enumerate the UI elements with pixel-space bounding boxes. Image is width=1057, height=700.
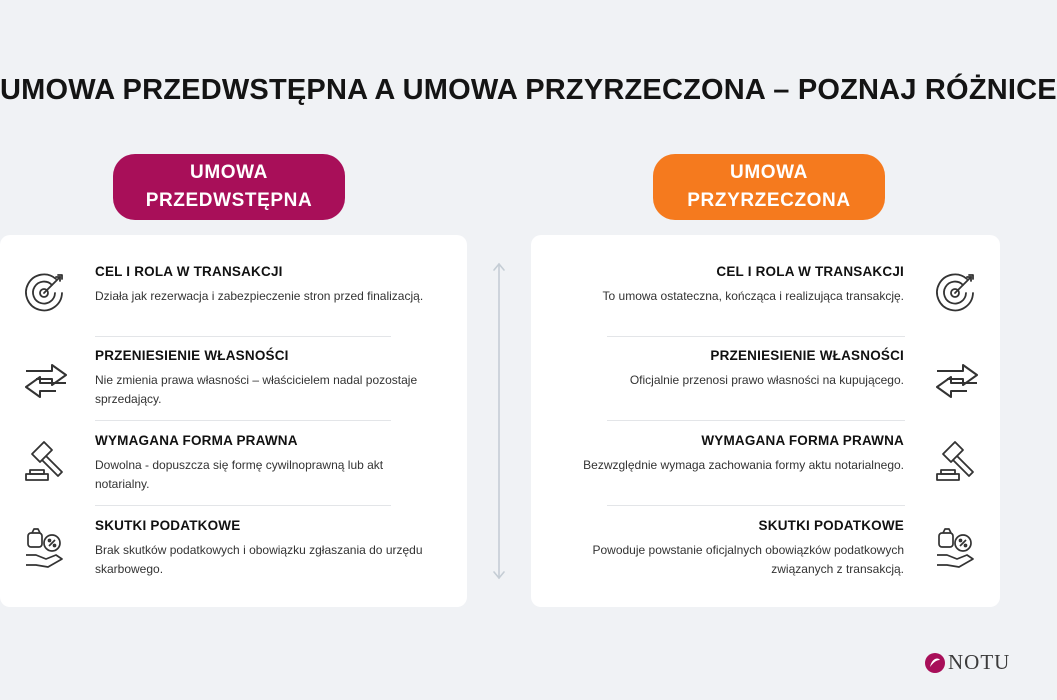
row-text: Oficjalnie przenosi prawo własności na kupującego. xyxy=(629,373,904,387)
divider xyxy=(95,336,391,337)
row-text: Dowolna - dopuszcza się formę cywilnoprawną lub akt notarialny. xyxy=(95,458,384,491)
gavel-icon xyxy=(933,438,981,486)
list-item xyxy=(95,264,425,306)
right-column-label: UMOWA PRZYRZECZONA xyxy=(653,154,885,220)
divider xyxy=(95,505,391,506)
list-item xyxy=(95,433,425,494)
row-heading: SKUTKI PODATKOWE xyxy=(95,518,241,533)
divider xyxy=(607,505,905,506)
right-card xyxy=(531,235,1000,607)
divider xyxy=(607,336,905,337)
gavel-icon xyxy=(22,438,70,486)
tax-hand-icon xyxy=(22,525,70,573)
row-heading: CEL I ROLA W TRANSAKCJI xyxy=(716,264,904,279)
list-item xyxy=(574,433,904,475)
list-item xyxy=(95,518,425,579)
logo-text: NOTU xyxy=(948,650,1011,674)
list-item xyxy=(574,264,904,306)
target-icon xyxy=(22,269,70,317)
row-heading: SKUTKI PODATKOWE xyxy=(758,518,904,533)
row-heading: WYMAGANA FORMA PRAWNA xyxy=(701,433,904,448)
row-heading: PRZENIESIENIE WŁASNOŚCI xyxy=(710,348,904,363)
page-title: UMOWA PRZEDWSTĘPNA A UMOWA PRZYRZECZONA – POZNAJ RÓŻNICE xyxy=(0,74,1057,106)
row-text: Brak skutków podatkowych i obowiązku zgłaszania do urzędu skarbowego. xyxy=(95,543,423,576)
list-item xyxy=(574,518,904,579)
divider xyxy=(607,420,905,421)
list-item xyxy=(95,348,425,409)
tax-hand-icon xyxy=(933,525,981,573)
row-heading: CEL I ROLA W TRANSAKCJI xyxy=(95,264,283,279)
divider xyxy=(95,420,391,421)
list-item xyxy=(574,348,904,390)
row-text: Bezwzględnie wymaga zachowania formy aktu notarialnego. xyxy=(583,458,904,472)
exchange-arrows-icon xyxy=(22,353,70,401)
left-column-label: UMOWA PRZEDWSTĘPNA xyxy=(113,154,345,220)
row-heading: PRZENIESIENIE WŁASNOŚCI xyxy=(95,348,289,363)
target-icon xyxy=(933,269,981,317)
row-heading: WYMAGANA FORMA PRAWNA xyxy=(95,433,298,448)
logo xyxy=(924,650,1010,675)
row-text: Nie zmienia prawa własności – właścicielem nadal pozostaje sprzedający. xyxy=(95,373,418,406)
double-arrow-icon xyxy=(491,262,507,580)
exchange-arrows-icon xyxy=(933,353,981,401)
row-text: Powoduje powstanie oficjalnych obowiązków podatkowych związanych z transakcją. xyxy=(592,543,904,576)
left-card xyxy=(0,235,467,607)
row-text: Działa jak rezerwacja i zabezpieczenie stron przed finalizacją. xyxy=(95,289,424,303)
row-text: To umowa ostateczna, kończąca i realizująca transakcję. xyxy=(602,289,904,303)
logo-mark-icon xyxy=(924,652,946,674)
